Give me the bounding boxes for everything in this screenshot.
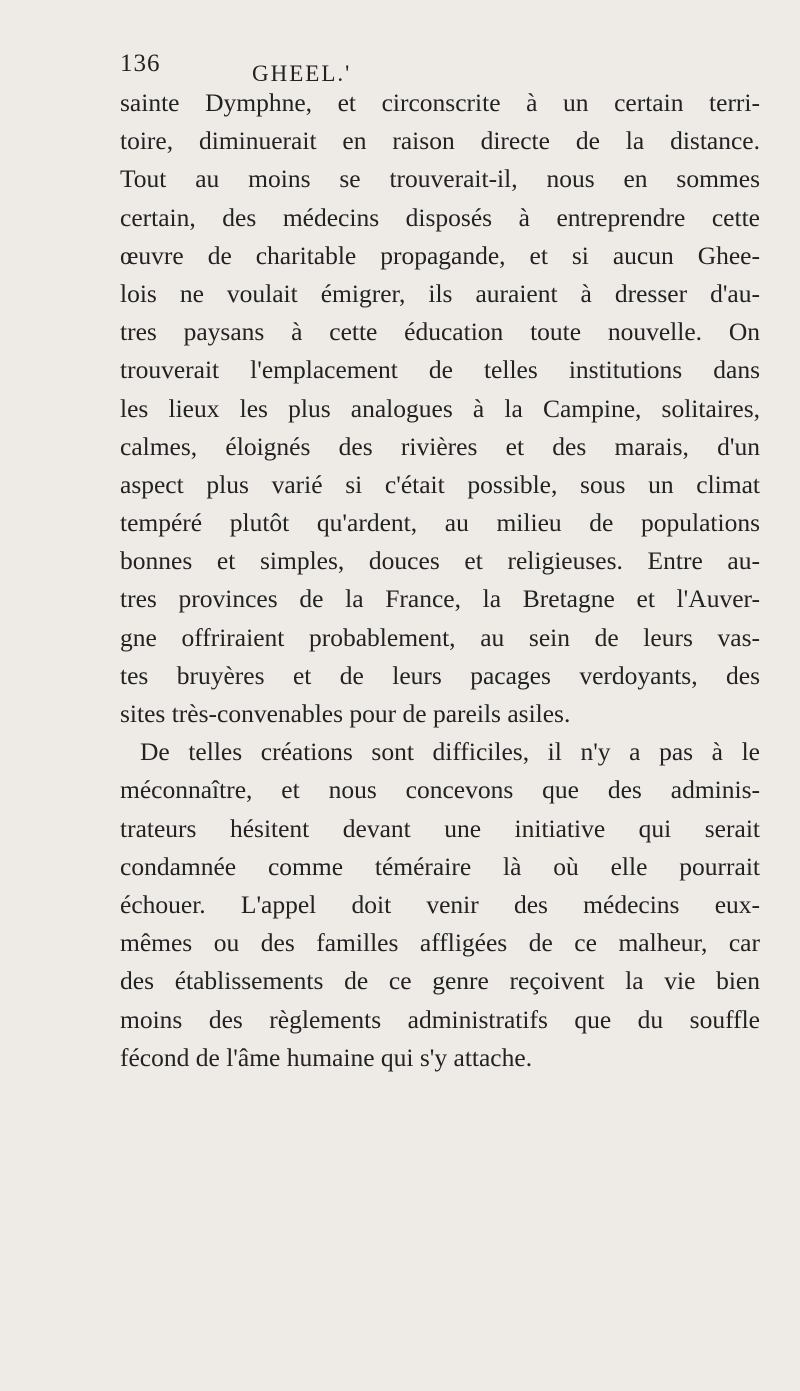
text-line: Tout au moins se trouverait-il, nous en sommes bbox=[120, 164, 760, 194]
text-line: œuvre de charitable propagande, et si aucun Ghee- bbox=[120, 240, 760, 270]
text-line: calmes, éloignés des rivières et des marais, d'un bbox=[120, 431, 760, 461]
text-line: les lieux les plus analogues à la Campine, solitaires, bbox=[120, 393, 760, 423]
text-line: tres provinces de la France, la Bretagne et l'Auver- bbox=[120, 584, 760, 614]
text-line: moins des règlements administratifs que du souffle bbox=[120, 1004, 760, 1034]
text-line: fécond de l'âme humaine qui s'y attache. bbox=[120, 1042, 533, 1072]
text-line: toire, diminuerait en raison directe de la distance. bbox=[120, 126, 760, 156]
text-line: gne offriraient probablement, au sein de leurs vas- bbox=[120, 622, 760, 652]
text-line: trateurs hésitent devant une initiative qui serait bbox=[120, 813, 760, 843]
text-line: tres paysans à cette éducation toute nouvelle. On bbox=[120, 317, 760, 347]
text-line: sites très-convenables pour de pareils asiles. bbox=[120, 699, 571, 728]
text-line: tempéré plutôt qu'ardent, au milieu de populations bbox=[120, 508, 760, 538]
text-line: trouverait l'emplacement de telles institutions dans bbox=[120, 355, 760, 385]
text-line: mêmes ou des familles affligées de ce malheur, car bbox=[120, 928, 760, 958]
text-line: De telles créations sont difficiles, il n'y a pas à le bbox=[140, 737, 760, 767]
text-line: lois ne voulait émigrer, ils auraient à dresser d'au- bbox=[120, 278, 760, 308]
text-line: des établissements de ce genre reçoivent la vie bien bbox=[120, 966, 760, 996]
text-line: certain, des médecins disposés à entreprendre cette bbox=[120, 202, 760, 232]
text-line: méconnaître, et nous concevons que des adminis- bbox=[120, 775, 760, 805]
text-line: aspect plus varié si c'était possible, sous un climat bbox=[120, 469, 760, 499]
text-line: condamnée comme téméraire là où elle pourrait bbox=[120, 851, 760, 881]
body-text bbox=[120, 84, 760, 1077]
text-line: bonnes et simples, douces et religieuses. Entre au- bbox=[120, 546, 760, 576]
running-head: GHEEL.' bbox=[252, 61, 352, 86]
page-number: 136 bbox=[120, 50, 161, 77]
text-line: échouer. L'appel doit venir des médecins eux- bbox=[120, 889, 760, 919]
text-line: sainte Dymphne, et circonscrite à un certain terri- bbox=[120, 88, 760, 117]
text-line: tes bruyères et de leurs pacages verdoyants, des bbox=[120, 660, 760, 690]
